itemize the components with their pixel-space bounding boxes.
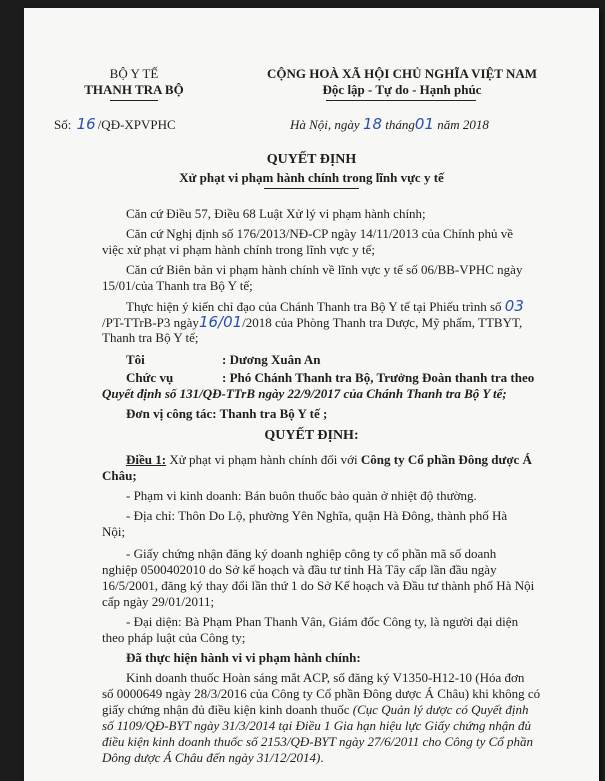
violation-line6 xyxy=(102,750,324,766)
basis-4-line3: Thanh tra Bộ Y tế; xyxy=(102,330,199,345)
decision-heading: QUYẾT ĐỊNH: xyxy=(264,428,359,443)
basis-2-line1: Căn cứ Nghị định số 176/2013/NĐ-CP ngày 14/11/2013 của Chính phủ về xyxy=(126,226,514,241)
official-unit: Đơn vị công tác: Thanh tra Bộ Y tế ; xyxy=(126,406,328,421)
violation-heading: Đã thực hiện hành vi vi phạm hành chính: xyxy=(126,650,361,665)
basis-4-handwritten-date: 16/01 xyxy=(198,313,243,331)
article-1-company: Công ty Cổ phần Đông dược Á xyxy=(360,452,532,467)
date-month-label: tháng xyxy=(385,117,415,132)
basis-4-line1 xyxy=(126,298,524,315)
violation-line4: số 1109/QĐ-BYT ngày 31/3/2014 tại Điều 1 Gia hạn hiệu lực Giấy chứng nhận đủ xyxy=(102,718,531,733)
official-position-value: : Phó Chánh Thanh tra Bộ, Trưởng Đoàn thanh tra theo xyxy=(222,370,535,385)
basis-4-ref-cont: /2018 của Phòng Thanh tra Dược, Mỹ phẩm, TTBYT, xyxy=(242,315,523,330)
title-underline xyxy=(264,188,359,189)
basis-4-text: Thực hiện ý kiến chỉ đạo của Chánh Thanh tra Bộ Y tế tại Phiếu trình số xyxy=(126,299,502,314)
certificate-line2: nghiệp 0500402010 do Sở kế hoạch và đầu tư tỉnh Hà Tây cấp lần đầu ngày xyxy=(102,562,497,577)
representative-line2: theo pháp luật của Công ty; xyxy=(102,630,246,645)
official-name-value: : Dương Xuân An xyxy=(222,352,321,367)
certificate-line1: - Giấy chứng nhận đăng ký doanh nghiệp công ty cổ phần mã số doanh xyxy=(126,546,497,561)
agency-name: THANH TRA BỘ xyxy=(84,82,184,97)
basis-3-line1: Căn cứ Biên bản vi phạm hành chính về lĩnh vực y tế số 06/BB-VPHC ngày xyxy=(126,262,523,277)
violation-line3 xyxy=(102,702,529,718)
certificate-line4: cấp ngày 29/01/2011; xyxy=(102,594,215,609)
article-1-line2: Châu; xyxy=(102,468,137,483)
violation-line3-italic: (Cục Quản lý dược có Quyết định xyxy=(352,702,529,717)
document-subtitle: Xử phạt vi phạm hành chính trong lĩnh vực y tế xyxy=(179,170,444,185)
basis-1: Căn cứ Điều 57, Điều 68 Luật Xử lý vi phạm hành chính; xyxy=(126,206,426,221)
national-motto: Độc lập - Tự do - Hạnh phúc xyxy=(322,82,482,97)
violation-line3-text: giấy chứng nhận đủ điều kiện kinh doanh thuốc xyxy=(102,702,353,717)
motto-underline xyxy=(326,100,476,101)
document-page xyxy=(24,8,599,781)
ministry-name: BỘ Y TẾ xyxy=(109,66,159,81)
document-title: QUYẾT ĐỊNH xyxy=(266,152,357,167)
number-handwritten: 16 xyxy=(76,115,96,133)
basis-4-line2 xyxy=(102,314,522,331)
official-name-label: Tôi xyxy=(126,352,145,367)
document-number xyxy=(54,116,176,133)
number-suffix: /QĐ-XPVPHC xyxy=(97,117,176,132)
article-1-text: Xử phạt vi phạm hành chính đối với xyxy=(166,452,361,467)
date-day-handwritten: 18 xyxy=(362,115,383,133)
business-scope: - Phạm vi kinh doanh: Bán buôn thuốc bảo quản ở nhiệt độ thường. xyxy=(126,488,477,503)
number-prefix: Số: xyxy=(54,117,72,132)
address-line2: Nội; xyxy=(102,524,126,539)
country-name: CỘNG HOÀ XÃ HỘI CHỦ NGHĨA VIỆT NAM xyxy=(266,66,538,81)
article-1-label: Điều 1: xyxy=(126,452,167,467)
agency-underline xyxy=(110,100,158,101)
date-suffix: năm 2018 xyxy=(437,117,489,132)
document-date xyxy=(290,116,489,133)
address-line1: - Địa chỉ: Thôn Do Lộ, phường Yên Nghĩa, quận Hà Đông, thành phố Hà xyxy=(126,508,508,523)
representative-line1: - Đại diện: Bà Phạm Phan Thanh Vân, Giám đốc Công ty, là người đại diện xyxy=(126,614,519,629)
basis-3-line2: 15/01/của Thanh tra Bộ Y tế; xyxy=(102,278,253,293)
official-position-cont: Quyết định số 131/QĐ-TTrB ngày 22/9/2017 của Chánh Thanh tra Bộ Y tế; xyxy=(102,386,507,401)
basis-2-line2: việc xử phạt vi phạm hành chính trong lĩnh vực y tế; xyxy=(102,242,375,257)
date-prefix: Hà Nội, ngày xyxy=(290,117,360,132)
violation-line6-end: . xyxy=(320,750,324,765)
violation-line1: Kinh doanh thuốc Hoàn sáng mắt ACP, số đăng ký V1350-H12-10 (Hóa đơn xyxy=(126,670,525,685)
official-position-label: Chức vụ xyxy=(126,370,174,385)
violation-line5: điều kiện kinh doanh thuốc số 2153/QĐ-BYT ngày 27/6/2011 cho Công ty Cổ phần xyxy=(102,734,534,749)
basis-4-handwritten-number: 03 xyxy=(504,297,524,315)
basis-4-ref: /PT-TTrB-P3 ngày xyxy=(102,315,199,330)
article-1-line1 xyxy=(126,452,532,468)
violation-line6-italic: Dông dược Á Châu đến ngày 31/12/2014) xyxy=(102,750,321,765)
violation-line2: số 0000649 ngày 28/3/2016 của Công ty Cổ phần Đông dược Á Châu) khi không có xyxy=(102,686,541,701)
date-month-handwritten: 01 xyxy=(414,115,435,133)
certificate-line3: 16/5/2001, đăng ký thay đổi lần thứ 1 do Sở Kế hoạch và Đầu tư thành phố Hà Nội xyxy=(102,578,535,593)
